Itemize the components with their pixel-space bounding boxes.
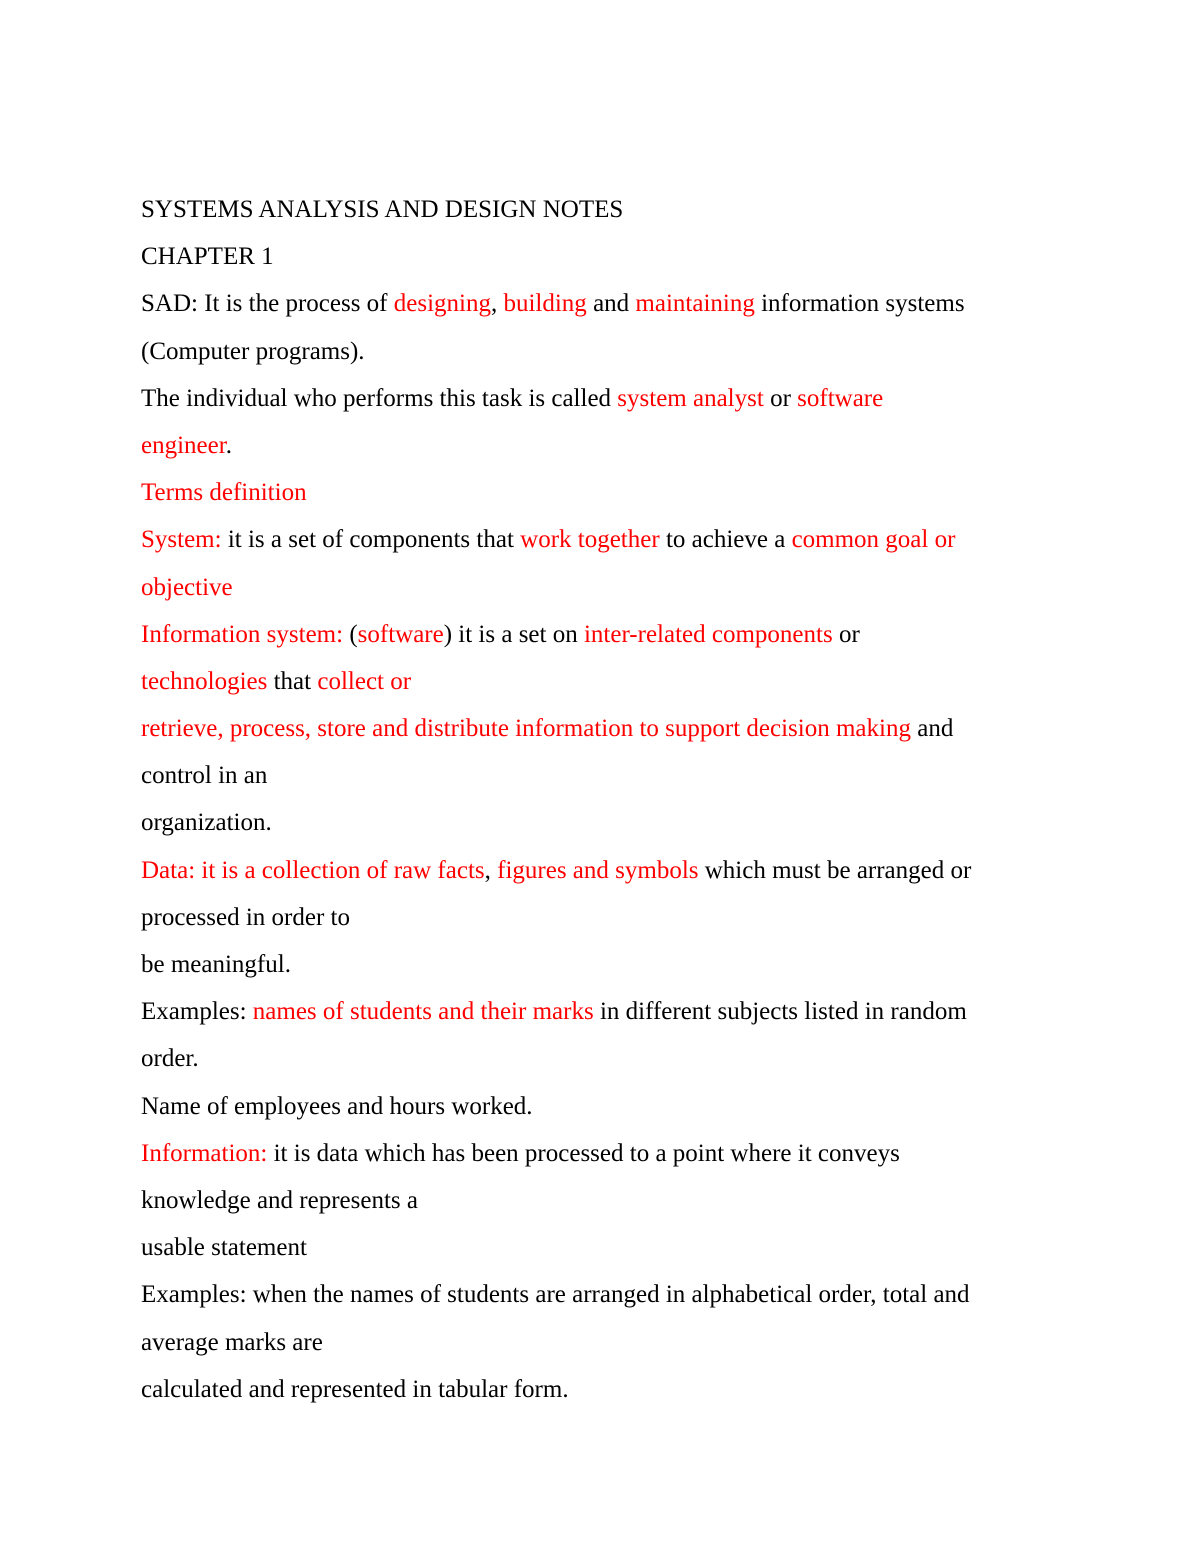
highlighted-term: Information system: bbox=[141, 620, 344, 648]
data-examples-line-2 bbox=[141, 1035, 1081, 1082]
terms-definition-heading bbox=[141, 469, 1081, 516]
highlighted-term: software bbox=[797, 384, 884, 412]
data-definition-line-2 bbox=[141, 894, 1081, 941]
highlighted-term: figures and symbols bbox=[497, 856, 699, 884]
text-segment: CHAPTER 1 bbox=[141, 243, 274, 271]
text-segment: ( bbox=[343, 620, 358, 648]
highlighted-term: Terms definition bbox=[141, 479, 307, 507]
text-segment: in different subjects listed in random bbox=[593, 998, 967, 1026]
text-segment: Examples: when the names of students are arranged in alphabetical order, total and bbox=[141, 1281, 970, 1309]
information-definition-line-2 bbox=[141, 1177, 1081, 1224]
text-segment: ) it is a set on bbox=[443, 620, 584, 648]
text-segment: control in an bbox=[141, 762, 268, 790]
system-definition-line-2 bbox=[141, 564, 1081, 611]
info-system-line-4 bbox=[141, 752, 1081, 799]
info-system-line-3 bbox=[141, 705, 1081, 752]
chapter-heading bbox=[141, 233, 1081, 280]
text-segment: Name of employees and hours worked. bbox=[141, 1092, 533, 1120]
text-segment: (Computer programs). bbox=[141, 337, 365, 365]
information-definition-line-3 bbox=[141, 1224, 1081, 1271]
sad-definition-line-2 bbox=[141, 328, 1081, 375]
text-segment: average marks are bbox=[141, 1328, 323, 1356]
highlighted-term: Information: bbox=[141, 1139, 268, 1167]
text-segment: SAD: It is the process of bbox=[141, 290, 394, 318]
text-segment: or bbox=[832, 620, 860, 648]
information-definition-line-1 bbox=[141, 1130, 1081, 1177]
text-segment: . bbox=[225, 431, 232, 459]
text-segment: The individual who performs this task is called bbox=[141, 384, 618, 412]
text-segment: processed in order to bbox=[141, 903, 350, 931]
data-definition-line-3 bbox=[141, 941, 1081, 988]
system-definition-line-1 bbox=[141, 516, 1081, 563]
text-segment: Examples: bbox=[141, 998, 253, 1026]
text-segment: organization. bbox=[141, 809, 272, 837]
text-segment: which must be arranged or bbox=[698, 856, 972, 884]
highlighted-term: common goal or bbox=[791, 526, 956, 554]
text-segment: knowledge and represents a bbox=[141, 1186, 418, 1214]
highlighted-term: inter-related components bbox=[583, 620, 833, 648]
highlighted-term: Data: it is a collection of raw facts bbox=[141, 856, 485, 884]
text-segment: order. bbox=[141, 1045, 199, 1073]
text-segment: information systems bbox=[754, 290, 965, 318]
text-segment: that bbox=[267, 667, 318, 695]
information-examples-line-2 bbox=[141, 1319, 1081, 1366]
information-examples-line-1 bbox=[141, 1271, 1081, 1318]
highlighted-term: collect or bbox=[317, 667, 412, 695]
sad-definition-line-1 bbox=[141, 280, 1081, 327]
information-examples-line-3 bbox=[141, 1366, 1081, 1413]
document-body bbox=[141, 186, 1081, 1413]
highlighted-term: System: bbox=[141, 526, 222, 554]
text-segment: and bbox=[910, 715, 954, 743]
highlighted-term: software bbox=[357, 620, 444, 648]
text-segment: it is a set of components that bbox=[221, 526, 521, 554]
highlighted-term: maintaining bbox=[635, 290, 755, 318]
info-system-line-5 bbox=[141, 799, 1081, 846]
data-definition-line-1 bbox=[141, 847, 1081, 894]
text-segment: and bbox=[586, 290, 636, 318]
highlighted-term: engineer bbox=[141, 431, 226, 459]
highlighted-term: technologies bbox=[141, 667, 268, 695]
text-segment: be meaningful. bbox=[141, 951, 291, 978]
info-system-line-1 bbox=[141, 611, 1081, 658]
text-segment: calculated and represented in tabular form. bbox=[141, 1375, 569, 1403]
highlighted-term: names of students and their marks bbox=[252, 998, 594, 1026]
highlighted-term: system analyst bbox=[617, 384, 764, 412]
info-system-line-2 bbox=[141, 658, 1081, 705]
highlighted-term: work together bbox=[520, 526, 660, 554]
data-examples-line-3 bbox=[141, 1083, 1081, 1130]
highlighted-term: objective bbox=[141, 573, 233, 601]
text-segment: , bbox=[490, 290, 504, 318]
text-segment: SYSTEMS ANALYSIS AND DESIGN NOTES bbox=[141, 196, 624, 223]
text-segment: to achieve a bbox=[659, 526, 792, 554]
text-segment: it is data which has been processed to a point where it conveys bbox=[267, 1139, 900, 1167]
analyst-line-2 bbox=[141, 422, 1081, 469]
analyst-line-1 bbox=[141, 375, 1081, 422]
highlighted-term: designing bbox=[393, 290, 491, 318]
highlighted-term: retrieve, process, store and distribute information to support decision making bbox=[141, 715, 911, 743]
data-examples-line-1 bbox=[141, 988, 1081, 1035]
text-segment: , bbox=[484, 856, 498, 884]
highlighted-term: building bbox=[503, 290, 587, 318]
doc-title bbox=[141, 186, 1081, 233]
text-segment: usable statement bbox=[141, 1234, 307, 1262]
text-segment: or bbox=[763, 384, 798, 412]
